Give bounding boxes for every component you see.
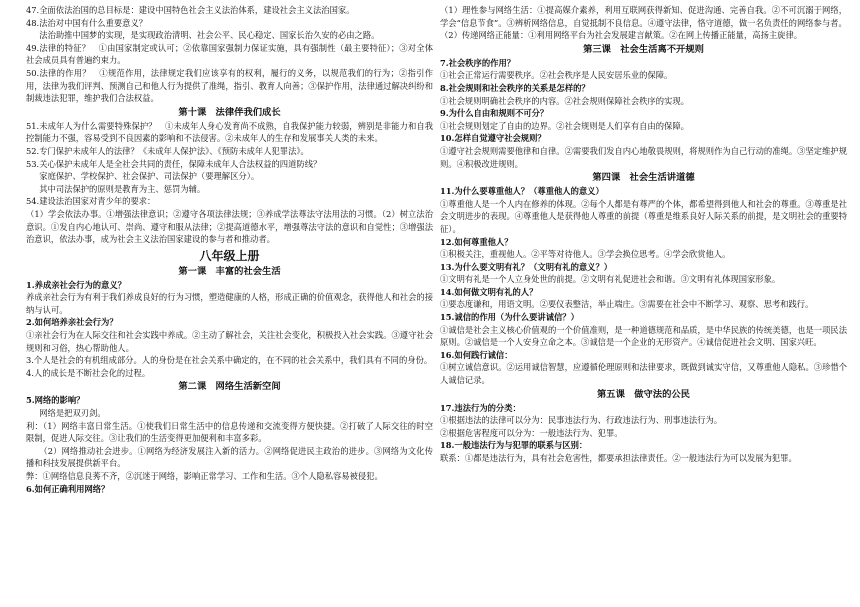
paragraph: ①社会规则划定了自由的边界。②社会规则是人们享有自由的保障。 [440,120,689,131]
question-heading: 6.如何正确利用网络？ [26,483,110,494]
paragraph: 49.法律的特征？ ①由国家制定或认可；②依靠国家强制力保证实施，具有强制性（最主要特征）；③对全体社会成员具有普遍约束力。 [26,42,433,66]
question-heading: 7.社会秩序的作用？ [440,57,516,68]
paragraph: 53.关心保护未成年人是全社会共同的责任，保障未成年人合法权益的四道防线？ [26,158,322,169]
paragraph: 家庭保护、学校保护、社会保护、司法保护（要理解区分）。 [39,171,260,182]
paragraph: ①诚信是社会主义核心价值观的一个价值准则，是一种道德规范和品质，是中华民族的传统美德，也是一项民法原则。②诚信是一个人安身立命之本。③诚信是一个企业的无形资产。④诚信促进社会文明、国家兴旺。 [440,324,847,348]
question-heading: 18.一般违法行为与犯罪的联系与区别： [440,440,588,451]
paragraph: 养成亲社会行为有利于我们养成良好的行为习惯，塑造健康的人格，形成正确的价值观念，获得他人和社会的接纳与认可。 [26,292,433,315]
paragraph: ①遵守社会规则需要他律和自律。②需要我们发自内心地敬畏规则，将规则作为自己行动的准绳。③坚定维护规则。④积极改进规则。 [440,145,847,169]
question-heading: 16.如何践行诚信： [440,349,513,360]
question-heading: 5.网络的影响？ [26,395,85,406]
lesson-title: 第一课 丰富的社会生活 [178,265,281,277]
lesson-title: 第三课 社会生活离不开规则 [583,43,704,55]
question-heading: 9.为什么自由和规则不可分？ [440,108,549,119]
paragraph: 50.法律的作用？ ①规范作用，法律规定我们应该享有的权利，履行的义务，以规范我们的行为；②指引作用，法律为我们评判、预测自己和他人行为提供了准绳，指引、教育人向善；③保护作用，法律通过解决纠纷和制裁违法犯罪，维护我们合法权益。 [26,67,433,104]
book-section-title: 八年级上册 [199,248,260,263]
paragraph: 网络是把双刃剑。 [39,408,106,419]
question-heading: 10.怎样自觉遵守社会规则？ [440,133,546,144]
paragraph: ①文明有礼是一个人立身处世的前提。②文明有礼促进社会和谐。③文明有礼体现国家形象。 [440,274,781,285]
paragraph: （1）理性参与网络生活：①提高媒介素养，利用互联网获得新知、促进沟通、完善自我。②不可沉溺于网络，学会“信息节食”。③辨析网络信息，自觉抵制不良信息。④遵守法律，恪守道德，做一名负责任的网络参与者。 [440,5,847,28]
lesson-title: 第五课 做守法的公民 [597,388,690,400]
paragraph: 4.人的成长是不断社会化的过程。 [26,367,151,378]
paragraph: ①社会规则明确社会秩序的内容。②社会规则保障社会秩序的实现。 [440,95,689,106]
paragraph: ①亲社会行为在人际交往和社会实践中养成。②主动了解社会，关注社会变化，积极投入社会实践。③遵守社会规则和习俗，热心帮助他人。 [26,330,433,353]
paragraph: ②根据危害程度可以分为：一般违法行为、犯罪。 [440,427,623,438]
paragraph: ①积极关注，重视他人。②平等对待他人。③学会换位思考。④学会欣赏他人。 [440,249,731,260]
question-heading: 2.如何培养亲社会行为？ [26,317,118,328]
lesson-title: 第二课 网络生活新空间 [178,381,281,393]
paragraph: ①社会正常运行需要秩序。②社会秩序是人民安居乐业的保障。 [440,70,673,81]
lesson-title: 第十课 法律伴我们成长 [178,106,281,118]
question-heading: 13.为什么要文明有礼？（文明有礼的意义？） [440,261,613,272]
question-heading: 12.如何尊重他人？ [440,236,513,247]
paragraph: 利：（1）网络丰富日常生活。①使我们日常生活中的信息传递和交流变得方便快捷。②打破了人际交往的时空限制，促进人际交往。③让我们的生活变得更加便利和丰富多彩。 [26,420,433,444]
paragraph: 48.法治对中国有什么重要意义？ [26,17,148,28]
right-column [440,4,847,604]
paragraph: ①要态度谦和，用语文明。②要仪表整洁，举止端庄。③需要在社会中不断学习、观察、思考和践行。 [440,299,814,310]
question-heading: 14.如何做文明有礼的人？ [440,286,538,297]
paragraph: （2）网络推动社会进步。①网络为经济发展注入新的活力。②网络促进民主政治的进步。③网络为文化传播和科技发展提供新平台。 [26,445,433,469]
paragraph: 法治助推中国梦的实现，是实现政治清明、社会公平、民心稳定、国家长治久安的必由之路。 [39,30,380,41]
paragraph: 其中司法保护的原则是教育为主、惩罚为辅。 [39,183,206,194]
question-heading: 11.为什么要尊重他人？（尊重他人的意义） [440,186,604,197]
paragraph: （2）传递网络正能量：①利用网络平台为社会发展建言献策。②在网上传播正能量，高扬主旋律。 [440,30,803,41]
question-heading: 1.养成亲社会行为的意义？ [26,279,126,290]
paragraph: 3.个人是社会的有机组成部分。人的身份是在社会关系中确定的，在不同的社会关系中，我们具有不同的身份。 [26,355,433,366]
question-heading: 15.诚信的作用（为什么要讲诚信？） [440,312,579,323]
paragraph: 52.专门保护未成年人的法律？《未成年人保护法》、《预防未成年人犯罪法》。 [26,145,309,156]
paragraph: 弊：①网络信息良莠不齐，②沉迷于网络，影响正常学习、工作和生活。③个人隐私容易被侵犯。 [26,471,383,481]
paragraph: 联系：①都是违法行为，具有社会危害性，都要承担法律责任。②一般违法行为可以发展为犯罪。 [440,453,797,463]
question-heading: 8.社会规则和社会秩序的关系是怎样的？ [440,82,590,93]
paragraph: ①树立诚信意识。②运用诚信智慧，应遵循伦理原则和法律要求，既做到诚实守信，又尊重他人隐私。③珍惜个人诚信记录。 [440,362,847,386]
paragraph: 47.全面依法治国的总目标是：建设中国特色社会主义法治体系，建设社会主义法治国家。 [26,5,355,15]
paragraph: （1）学会依法办事。①增强法律意识；②遵守各项法律法规；③养成学法尊法守法用法的习惯。（2）树立法治意识。①发自内心地认可、崇尚、遵守和服从法律；②提高道德水平，增强尊法守法的意识和自觉性；③增强法治意识，依法办事，成为社会主义法治国家建设的参与者和推动者。 [26,208,433,245]
left-column [26,4,433,604]
question-heading: 17.违法行为的分类： [440,402,521,413]
paragraph: ①尊重他人是一个人内在修养的体现。②每个人都是有尊严的个体，都希望得到他人和社会的尊重。③尊重是社会文明进步的表现。④尊重他人是获得他人尊重的前提（尊重是维系良好人际关系的前提，是文明社会的重要特征）。 [440,198,847,234]
lesson-title: 第四课 社会生活讲道德 [592,172,695,184]
paragraph: 51.未成年人为什么需要特殊保护？ ①未成年人身心发育尚不成熟，自我保护能力较弱，辨别是非能力和自我控制能力不强，容易受到不良因素的影响和不法侵害。②未成年人的生存和发展事关人类的未来。 [26,120,433,144]
paragraph: ①根据违法的法律可以分为：民事违法行为、行政违法行为、刑事违法行为。 [440,415,723,426]
paragraph: 54.建设法治国家对青少年的要求： [26,196,156,207]
